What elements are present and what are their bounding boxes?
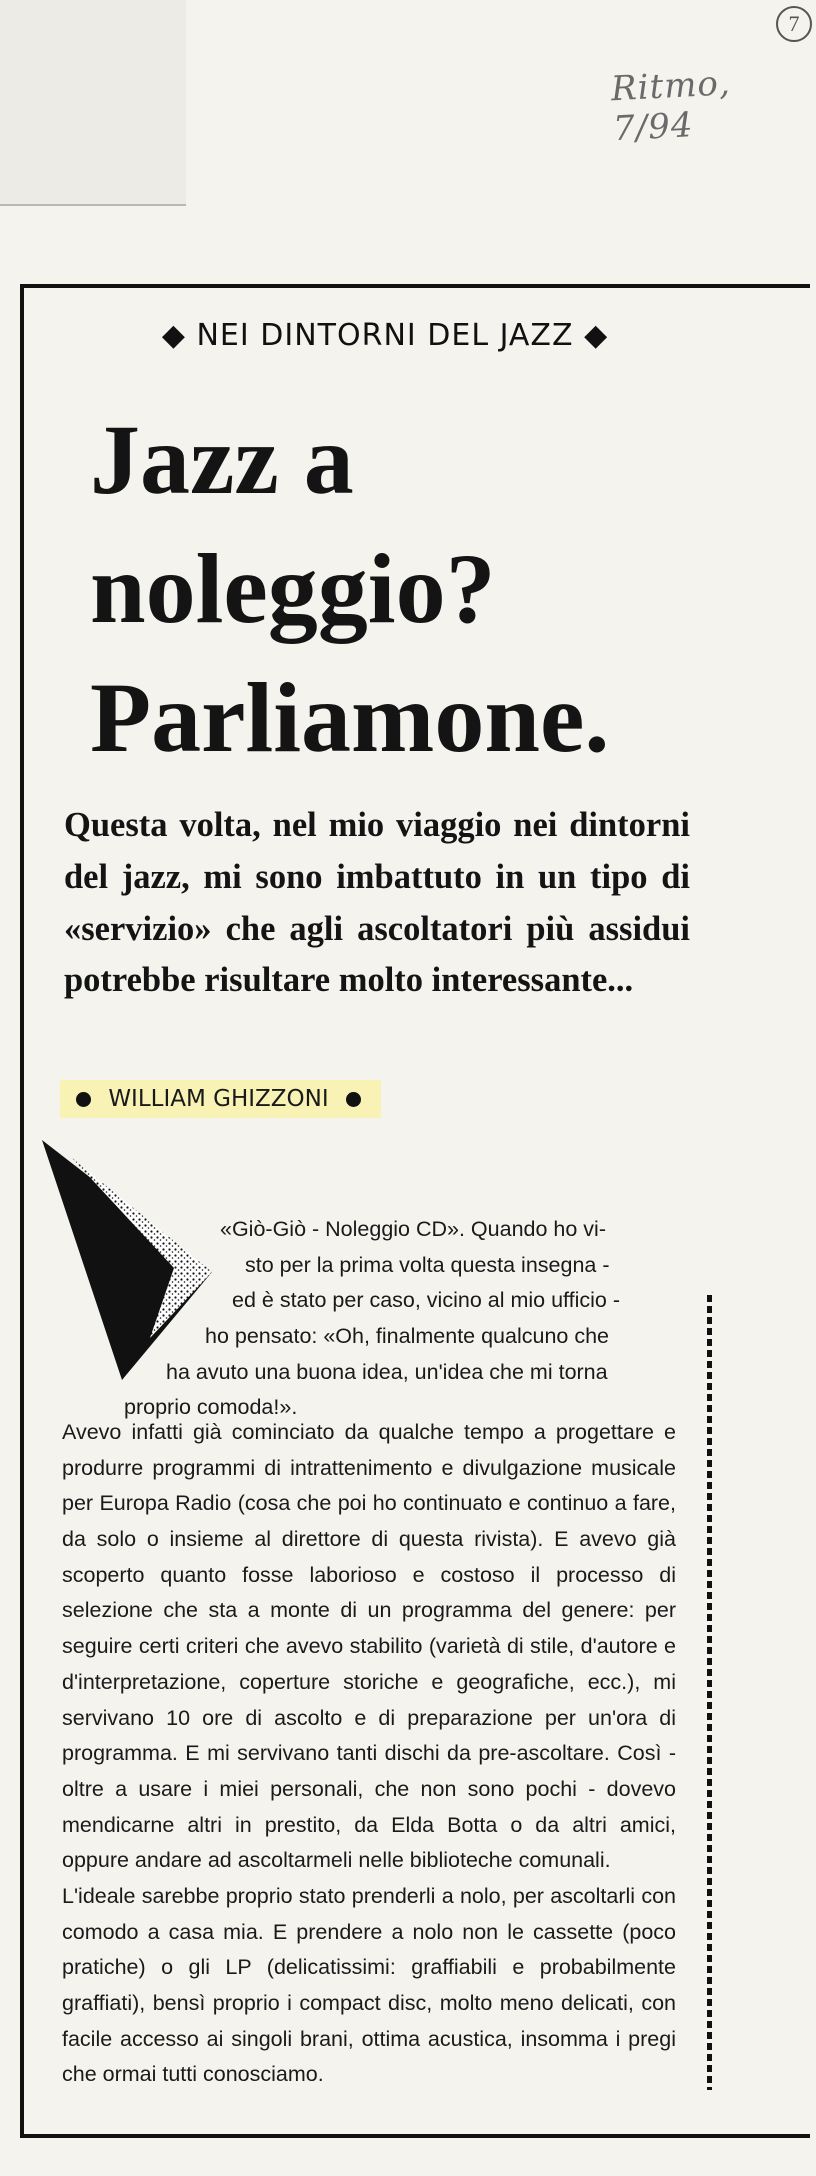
text-line: «Giò-Giò - Noleggio CD». Quando ho vi- xyxy=(220,1217,606,1241)
diamond-icon: ◆ xyxy=(584,318,609,353)
text-line: ed è stato per caso, vicino al mio ufficio - xyxy=(232,1288,620,1313)
byline xyxy=(60,1080,381,1118)
article-lede: Questa volta, nel mio viaggio nei dintorni del jazz, mi sono imbattuto in un tipo di «servizio» che agli ascoltatori più assidui potrebbe risultare molto interessante... xyxy=(64,806,690,1000)
scan-blank-patch xyxy=(0,0,186,206)
page-number-circle: 7 xyxy=(776,6,812,42)
text-line: ho pensato: «Oh, finalmente qualcuno che xyxy=(205,1324,610,1349)
text-line: ha avuto una buona idea, un'idea che mi torna xyxy=(166,1359,608,1384)
bullet-icon xyxy=(76,1092,91,1107)
title-line: noleggio? xyxy=(90,533,496,644)
body-paragraph: L'ideale sarebbe proprio stato prenderli a nolo, per ascoltarli con comodo a casa mia. E prendere a nolo non le cassette (poco pratiche) o gli LP (delicatissimi: graffiabili e probabilmente graffiati), bensì proprio i compact disc, molto meno delicati, con facile accesso ai singoli brani, ottima acustica, insomma i pregi che ormai tutti conosciamo. xyxy=(62,1883,676,2087)
section-name: NEI DINTORNI DEL JAZZ xyxy=(196,318,574,353)
author-name: WILLIAM GHIZZONI xyxy=(108,1086,329,1112)
diamond-icon: ◆ xyxy=(161,318,186,353)
handwritten-note: Ritmo, 7/94 xyxy=(610,63,732,150)
article-title xyxy=(90,395,790,782)
text-line: sto per la prima volta questa insegna - xyxy=(245,1252,610,1277)
section-label xyxy=(150,318,620,353)
body-paragraph: Avevo infatti già cominciato da qualche tempo a progettare e produrre programmi di intrattenimento e divulgazione musicale per Europa Radio (cosa che poi ho continuato e continuo a fare, da solo o insieme al direttore di questa rivista). E avevo già scoperto quanto fosse laborioso e costoso il processo di selezione che sta a monte di un programma del genere: per seguire certi criteri che avevo stabilito (varietà di stile, d'autore e d'interpretazione, coperture storiche e geografiche, ecc.), mi servivano 10 ore di ascolto e di preparazione per un'ora di programma. E mi servivano tanti dischi da pre-ascoltare. Così - oltre a usare i miei personali, che non sono pochi - dovevo mendicarne altri in prestito, da Elda Botta o da altri amici, oppure andare ad ascoltarmeli nelle biblioteche comunali. xyxy=(62,1420,676,1873)
bullet-icon xyxy=(346,1092,361,1107)
title-line: Jazz a xyxy=(90,404,354,515)
title-line: Parliamone. xyxy=(90,662,610,773)
first-paragraph xyxy=(60,1212,674,1426)
text-line: proprio comoda!». xyxy=(124,1395,298,1420)
dotted-rule xyxy=(707,1295,712,2090)
article-body xyxy=(62,1415,676,2093)
